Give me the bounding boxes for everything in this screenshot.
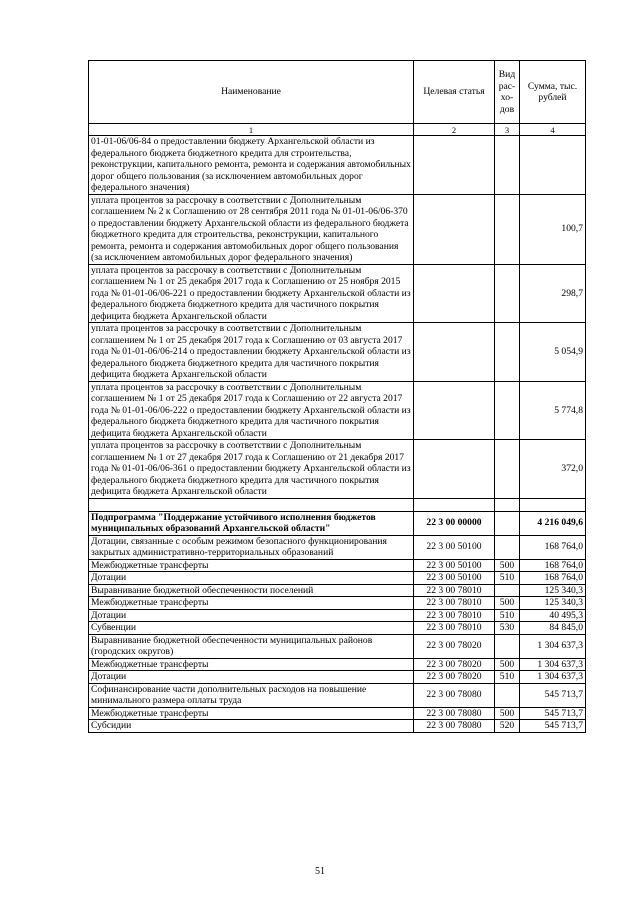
row-target-article: [414, 194, 495, 264]
row-sum: [520, 136, 586, 195]
table-header-row: [89, 61, 586, 124]
row-expense-type: [495, 683, 520, 707]
row-name: Межбюджетные трансферты: [89, 658, 414, 671]
row-expense-type: 500: [495, 658, 520, 671]
row-expense-type: [495, 440, 520, 499]
row-name: уплата процентов за рассрочку в соответствии с Дополнительным соглашением № 1 от 27 декабря 2017 года к Соглашению от 21 декабря 2017 года № 01-01-06/06-361 о предоставлении бюджету Архангельской области из федерального бюджета бюджетного кредита для частичного покрытия дефицита бюджета Архангельской области: [89, 440, 414, 499]
row-sum: 545 713,7: [520, 683, 586, 707]
table-row: [89, 707, 586, 720]
table-row: [89, 720, 586, 733]
table-row: [89, 535, 586, 559]
row-expense-type: 500: [495, 707, 520, 720]
table-row: [89, 683, 586, 707]
row-name: Выравнивание бюджетной обеспеченности муниципальных районов (городских округов): [89, 634, 414, 658]
spacer-row: [89, 498, 586, 511]
row-sum: 4 216 049,6: [520, 511, 586, 535]
row-expense-type: [495, 264, 520, 323]
row-name: Межбюджетные трансферты: [89, 559, 414, 572]
row-target-article: 22 3 00 50100: [414, 559, 495, 572]
column-number-row: [89, 124, 586, 136]
row-expense-type: [495, 194, 520, 264]
row-expense-type: 520: [495, 720, 520, 733]
row-target-article: 22 3 00 78020: [414, 671, 495, 684]
row-sum: 168 764,0: [520, 535, 586, 559]
table-row: [89, 584, 586, 597]
row-expense-type: [495, 535, 520, 559]
row-expense-type: 510: [495, 609, 520, 622]
row-sum: 125 340,3: [520, 584, 586, 597]
row-sum: 1 304 637,3: [520, 634, 586, 658]
column-number: 4: [520, 124, 586, 136]
row-target-article: 22 3 00 78020: [414, 634, 495, 658]
table-row: [89, 194, 586, 264]
table-row: [89, 136, 586, 195]
column-number: 2: [414, 124, 495, 136]
row-target-article: [414, 136, 495, 195]
table-row: [89, 597, 586, 610]
row-sum: 84 845,0: [520, 622, 586, 635]
row-name: Межбюджетные трансферты: [89, 597, 414, 610]
row-sum: 40 495,3: [520, 609, 586, 622]
table-row: [89, 440, 586, 499]
table-row: [89, 511, 586, 535]
row-sum: 372,0: [520, 440, 586, 499]
row-sum: 298,7: [520, 264, 586, 323]
row-name: Выравнивание бюджетной обеспеченности поселений: [89, 584, 414, 597]
row-name: уплата процентов за рассрочку в соответствии с Дополнительным соглашением № 1 от 25 декабря 2017 года к Соглашению от 03 августа 2017 года № 01-01-06/06-214 о предоставлении бюджету Архангельской области из федерального бюджета бюджетного кредита для частичного покрытия дефицита бюджета Архангельской области: [89, 323, 414, 382]
row-target-article: 22 3 00 00000: [414, 511, 495, 535]
row-expense-type: [495, 136, 520, 195]
table-row: [89, 671, 586, 684]
row-target-article: [414, 381, 495, 440]
row-expense-type: 500: [495, 559, 520, 572]
table-row: [89, 622, 586, 635]
table-row: [89, 381, 586, 440]
row-name: Дотации: [89, 572, 414, 585]
row-target-article: 22 3 00 78010: [414, 609, 495, 622]
row-expense-type: 510: [495, 572, 520, 585]
row-expense-type: 530: [495, 622, 520, 635]
row-name: уплата процентов за рассрочку в соответствии с Дополнительным соглашением № 1 от 25 декабря 2017 года к Соглашению от 22 августа 2017 года № 01-01-06/06-222 о предоставлении бюджету Архангельской области из федерального бюджета бюджетного кредита для частичного покрытия дефицита бюджета Архангельской области: [89, 381, 414, 440]
row-expense-type: [495, 498, 520, 511]
row-target-article: 22 3 00 78020: [414, 658, 495, 671]
row-sum: 168 764,0: [520, 559, 586, 572]
row-name: уплата процентов за рассрочку в соответствии с Дополнительным соглашением № 2 к Соглашению от 28 сентября 2011 года № 01-01-06/06-370 о предоставлении бюджету Архангельской области из федерального бюджета бюджетного кредита для строительства, реконструкции, капитального ремонта, ремонта и содержания автомобильных дорог общего пользования (за исключением автомобильных дорог федерального значения): [89, 194, 414, 264]
row-name: Софинансирование части дополнительных расходов на повышение минимального размера оплаты труда: [89, 683, 414, 707]
header-expense-type: Вид рас-хо-дов: [495, 61, 520, 124]
row-name: Межбюджетные трансферты: [89, 707, 414, 720]
row-name: 01-01-06/06-84 о предоставлении бюджету Архангельской области из федерального бюджета бюджетного кредита для строительства, реконструкции, капитального ремонта, ремонта и содержания автомобильных дорог общего пользования (за исключением автомобильных дорог федерального значения): [89, 136, 414, 195]
row-name: Дотации, связанные с особым режимом безопасного функционирования закрытых административно-территориальных образований: [89, 535, 414, 559]
page-number: 51: [315, 866, 325, 877]
row-sum: 545 713,7: [520, 707, 586, 720]
row-target-article: 22 3 00 78010: [414, 622, 495, 635]
table-row: [89, 323, 586, 382]
row-target-article: 22 3 00 78080: [414, 707, 495, 720]
row-target-article: [414, 498, 495, 511]
row-sum: 5 774,8: [520, 381, 586, 440]
row-target-article: 22 3 00 78010: [414, 597, 495, 610]
row-target-article: [414, 323, 495, 382]
table-row: [89, 559, 586, 572]
header-target-article: Целевая статья: [414, 61, 495, 124]
row-expense-type: 500: [495, 597, 520, 610]
row-sum: 545 713,7: [520, 720, 586, 733]
table-row: [89, 572, 586, 585]
row-expense-type: [495, 584, 520, 597]
table-row: [89, 264, 586, 323]
row-target-article: [414, 440, 495, 499]
row-target-article: 22 3 00 78080: [414, 720, 495, 733]
row-sum: 1 304 637,3: [520, 671, 586, 684]
row-name: Дотации: [89, 671, 414, 684]
row-expense-type: 510: [495, 671, 520, 684]
row-name: Субвенции: [89, 622, 414, 635]
table-body: [89, 136, 586, 733]
row-name: Подпрограмма "Поддержание устойчивого исполнения бюджетов муниципальных образований Архангельской области": [89, 511, 414, 535]
row-name: уплата процентов за рассрочку в соответствии с Дополнительным соглашением № 1 от 25 декабря 2017 года к Соглашению от 25 ноября 2015 года № 01-01-06/06-221 о предоставлении бюджету Архангельской области из федерального бюджета бюджетного кредита для частичного покрытия дефицита бюджета Архангельской области: [89, 264, 414, 323]
row-target-article: [414, 264, 495, 323]
row-sum: [520, 498, 586, 511]
row-name: Дотации: [89, 609, 414, 622]
column-number: 3: [495, 124, 520, 136]
row-name: [89, 498, 414, 511]
header-name: Наименование: [89, 61, 414, 124]
row-target-article: 22 3 00 50100: [414, 535, 495, 559]
row-target-article: 22 3 00 78080: [414, 683, 495, 707]
table-row: [89, 658, 586, 671]
header-sum: Сумма, тыс. рублей: [520, 61, 586, 124]
row-target-article: 22 3 00 78010: [414, 584, 495, 597]
column-number: 1: [89, 124, 414, 136]
row-expense-type: [495, 381, 520, 440]
row-sum: 168 764,0: [520, 572, 586, 585]
row-expense-type: [495, 323, 520, 382]
table-row: [89, 609, 586, 622]
row-sum: 1 304 637,3: [520, 658, 586, 671]
row-expense-type: [495, 634, 520, 658]
row-expense-type: [495, 511, 520, 535]
row-sum: 100,7: [520, 194, 586, 264]
row-sum: 5 054,9: [520, 323, 586, 382]
row-name: Субсидии: [89, 720, 414, 733]
budget-table: [88, 60, 586, 733]
row-sum: 125 340,3: [520, 597, 586, 610]
table-row: [89, 634, 586, 658]
row-target-article: 22 3 00 50100: [414, 572, 495, 585]
